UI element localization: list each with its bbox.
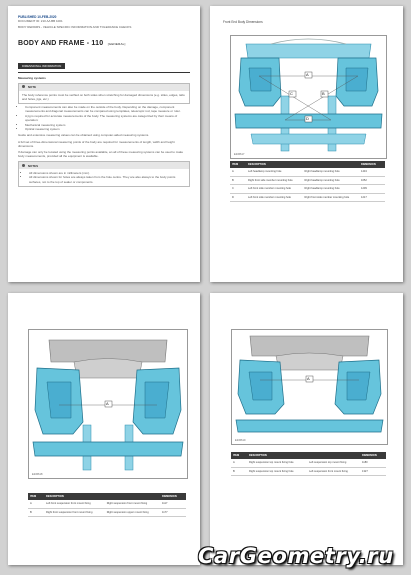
paragraph: If damage can only be located using the measuring points available, an all of these measuring systems can be used to make body measurements, provided all the equipment is available. — [18, 150, 184, 159]
table-row: A Left front suspension front mount fixing Right suspension front mount fixing 1117 — [28, 500, 186, 508]
section-tab: DIMENSIONAL INFORMATION — [18, 63, 65, 69]
figure-code: E236617 — [234, 153, 245, 156]
list-item: • Component measurements can also be made on the outside of the body. Depending on the damage, component measurements and diagonal measurements can be compared using templates, telescopic rod, tape measure or ruler. — [25, 105, 190, 114]
body-diagram-suspension — [28, 329, 188, 479]
notes-heading: NOTES — [19, 162, 189, 168]
frame-diagram-svg — [232, 330, 387, 444]
callout-label: A — [106, 401, 109, 406]
info-icon — [22, 85, 25, 88]
table-header-row: ITEM DESCRIPTION DIMENSION — [230, 161, 385, 168]
callout-label: B — [322, 91, 325, 96]
page-header-sub: DOCUMENT ID: 210 AA BB 1001 — [18, 19, 63, 23]
table-header-row: ITEM DESCRIPTION DIMENSION — [28, 493, 186, 500]
paragraph: Guide and extensive measuring values can be obtained using computer-aided measuring systems. — [18, 133, 150, 138]
title-tag: [GENERAL] — [107, 42, 126, 46]
note-box — [18, 83, 190, 104]
info-icon — [22, 164, 25, 167]
title-text: BODY AND FRAME - 110 — [18, 40, 104, 47]
table-row: B Right suspension top mount fixing hole Left suspension front mount fixing 1327 — [231, 467, 386, 476]
bullet-list — [18, 105, 190, 131]
body-diagram-front — [230, 35, 387, 159]
dimension-table — [231, 452, 386, 476]
note-text: The body reference points must be verified on both sides when stretching for damaged dimensions (e.g. stiles, edges, tabs and holes, jigs, etc.) — [22, 92, 185, 101]
figure-code: E236619 — [235, 439, 246, 442]
document-page-2 — [210, 6, 403, 282]
dimension-table — [230, 161, 385, 202]
table-row: B Right front suspension front mount fixing Right suspension upper mount fixing 1177 — [28, 508, 186, 517]
body-diagram-top-mount — [231, 329, 388, 445]
page-title — [18, 32, 190, 50]
page-header-code: PUBLISHED 10-FEB-2020 — [18, 15, 57, 19]
figure-caption: Front End Body Dimensions — [223, 20, 263, 24]
figure-code: E236618 — [32, 473, 43, 476]
document-page-4 — [210, 293, 403, 565]
list-item: • All dimensions shown for holes are always taken from the hole centre. They are also always to the body points surfaces, not to the top of sealer or components. — [29, 175, 186, 184]
table-header-row: ITEM DESCRIPTION DIMENSION — [231, 452, 386, 459]
table-row: B Right front side member mounting hole Right headlamp mounting hole 1052 — [230, 176, 385, 185]
list-item: • Optical measuring system — [25, 127, 190, 131]
section-heading: Measuring systems — [18, 76, 46, 80]
callout-label: C — [290, 91, 293, 96]
table-row: C Left front side member mounting hole Right headlamp mounting hole 1209 — [230, 185, 385, 194]
dimension-table — [28, 493, 186, 517]
callout-label: D — [306, 116, 309, 121]
list-item: • A jig is required for accurate measurements of the body. The measuring systems are categorized by their means of operation: — [25, 114, 190, 123]
callout-label: A — [307, 376, 310, 381]
table-row: A Left headlamp mounting hole Right headlamp mounting hole 1434 — [230, 168, 385, 176]
paragraph: A full set of three-dimensional measuring points of the body are required for measurements of length, width and height dimensions. — [18, 139, 175, 148]
table-row: A Right suspension top mount fixing hole Left suspension top mount fixing 1180 — [231, 459, 386, 467]
note-heading: NOTE — [19, 84, 189, 90]
document-page-1 — [8, 6, 200, 282]
list-item: • Mechanical measuring system — [25, 123, 190, 127]
callout-label: A — [306, 72, 309, 77]
frame-diagram-svg — [231, 36, 386, 158]
list-item: • All dimensions shown are in millimeters (mm). — [29, 171, 186, 175]
document-page-3 — [8, 293, 200, 565]
table-row: D Left front side member mounting hole Right front side member mounting hole 1217 — [230, 193, 385, 202]
site-watermark-logo: CarGeometry.ru — [198, 544, 394, 568]
page-header-desc: BODY REPAIRS - VEHICLE SPECIFIC INFORMATION AND TOLERANCE CHECKS — [18, 25, 132, 29]
notes-box — [18, 161, 190, 187]
